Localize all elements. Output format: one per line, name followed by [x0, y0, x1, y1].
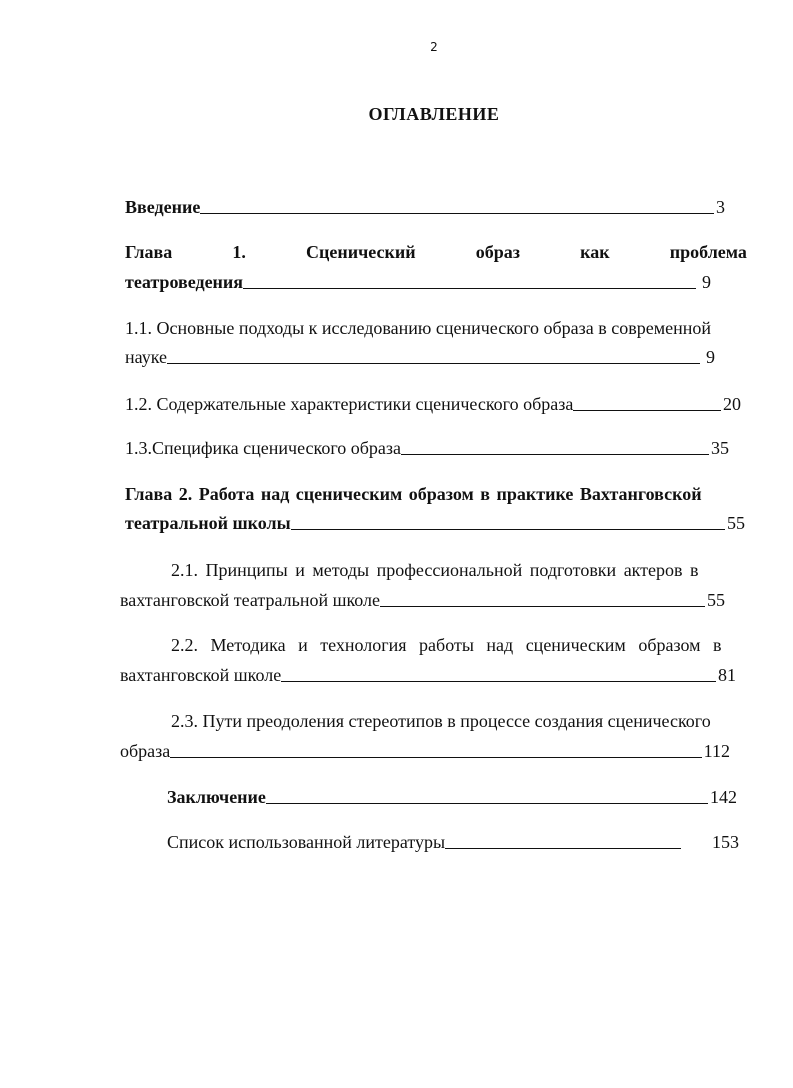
- toc-leader: [291, 529, 725, 530]
- toc-word: 1.: [232, 242, 246, 262]
- page-title: ОГЛАВЛЕНИЕ: [368, 104, 500, 124]
- toc-entry-1-1-line1: [125, 317, 749, 339]
- toc-entry-2-1-line1: [171, 559, 751, 581]
- toc-page: 153: [712, 832, 739, 852]
- toc-label: 1.1. Основные подходы к исследованию сценического образа в современной: [125, 318, 711, 338]
- toc-entry-2-1-line2: [120, 589, 725, 611]
- toc-leader: [401, 454, 709, 455]
- toc-label: 2.3. Пути преодоления стереотипов в процессе создания сценического: [171, 711, 711, 731]
- toc-entry-2-3-line1: [171, 710, 751, 732]
- toc-entry-chapter2-line1: [125, 483, 749, 505]
- toc-leader: [380, 606, 705, 607]
- toc-entry-2-3-line2: [120, 740, 730, 762]
- toc-label: вахтанговской школе: [120, 665, 282, 685]
- toc-page: 9: [702, 272, 711, 292]
- toc-word: образ: [475, 242, 520, 262]
- toc-leader: [243, 288, 696, 289]
- toc-leader: [167, 363, 700, 364]
- toc-page: 20: [723, 394, 741, 414]
- toc-entry-conclusion: [167, 786, 737, 808]
- toc-word: проблема: [669, 242, 747, 262]
- toc-entry-1-2: [125, 393, 741, 415]
- page-number: 2: [430, 40, 438, 54]
- toc-word: Глава: [125, 242, 173, 262]
- toc-entry-intro: [125, 196, 725, 218]
- toc-leader: [281, 681, 716, 682]
- toc-label: вахтанговской театральной школе: [120, 590, 381, 610]
- toc-leader: [170, 757, 701, 758]
- toc-page: 3: [716, 197, 725, 217]
- toc-word: Сценический: [306, 242, 416, 262]
- toc-label: Заключение: [167, 787, 266, 807]
- toc-leader: [445, 848, 681, 849]
- toc-label: науке: [125, 347, 167, 367]
- toc-page: 9: [706, 347, 715, 367]
- toc-label: театроведения: [125, 272, 244, 292]
- toc-leader: [573, 410, 721, 411]
- toc-label: Список использованной литературы: [167, 832, 446, 852]
- toc-entry-2-2-line1: [171, 634, 751, 656]
- toc-word: как: [580, 242, 610, 262]
- toc-entry-chapter1-line1: [125, 241, 747, 263]
- toc-page: 81: [718, 665, 736, 685]
- toc-page: 142: [710, 787, 737, 807]
- toc-page: 112: [703, 741, 730, 761]
- toc-entry-1-3: [125, 437, 729, 459]
- toc-leader: [200, 213, 714, 214]
- toc-label: Глава 2. Работа над сценическим образом в практике Вахтанговской: [125, 484, 702, 504]
- toc-entry-references: [167, 831, 739, 853]
- toc-label: 1.3.Специфика сценического образа: [125, 438, 402, 458]
- toc-entry-chapter2-line2: [125, 512, 745, 534]
- toc-entry-2-2-line2: [120, 664, 736, 686]
- toc-entry-chapter1-line2: [125, 271, 711, 293]
- toc-label: образа: [120, 741, 171, 761]
- toc-label: 2.2. Методика и технология работы над сценическим образом в: [171, 635, 722, 655]
- toc-label: Введение: [125, 197, 201, 217]
- toc-leader: [266, 803, 708, 804]
- toc-page: 55: [707, 590, 725, 610]
- toc-label: 1.2. Содержательные характеристики сценического образа: [125, 394, 574, 414]
- toc-page: 55: [727, 513, 745, 533]
- toc-entry-1-1-line2: [125, 346, 715, 368]
- toc-page: 35: [711, 438, 729, 458]
- toc-label: 2.1. Принципы и методы профессиональной подготовки актеров в: [171, 560, 699, 580]
- toc-label: театральной школы: [125, 513, 291, 533]
